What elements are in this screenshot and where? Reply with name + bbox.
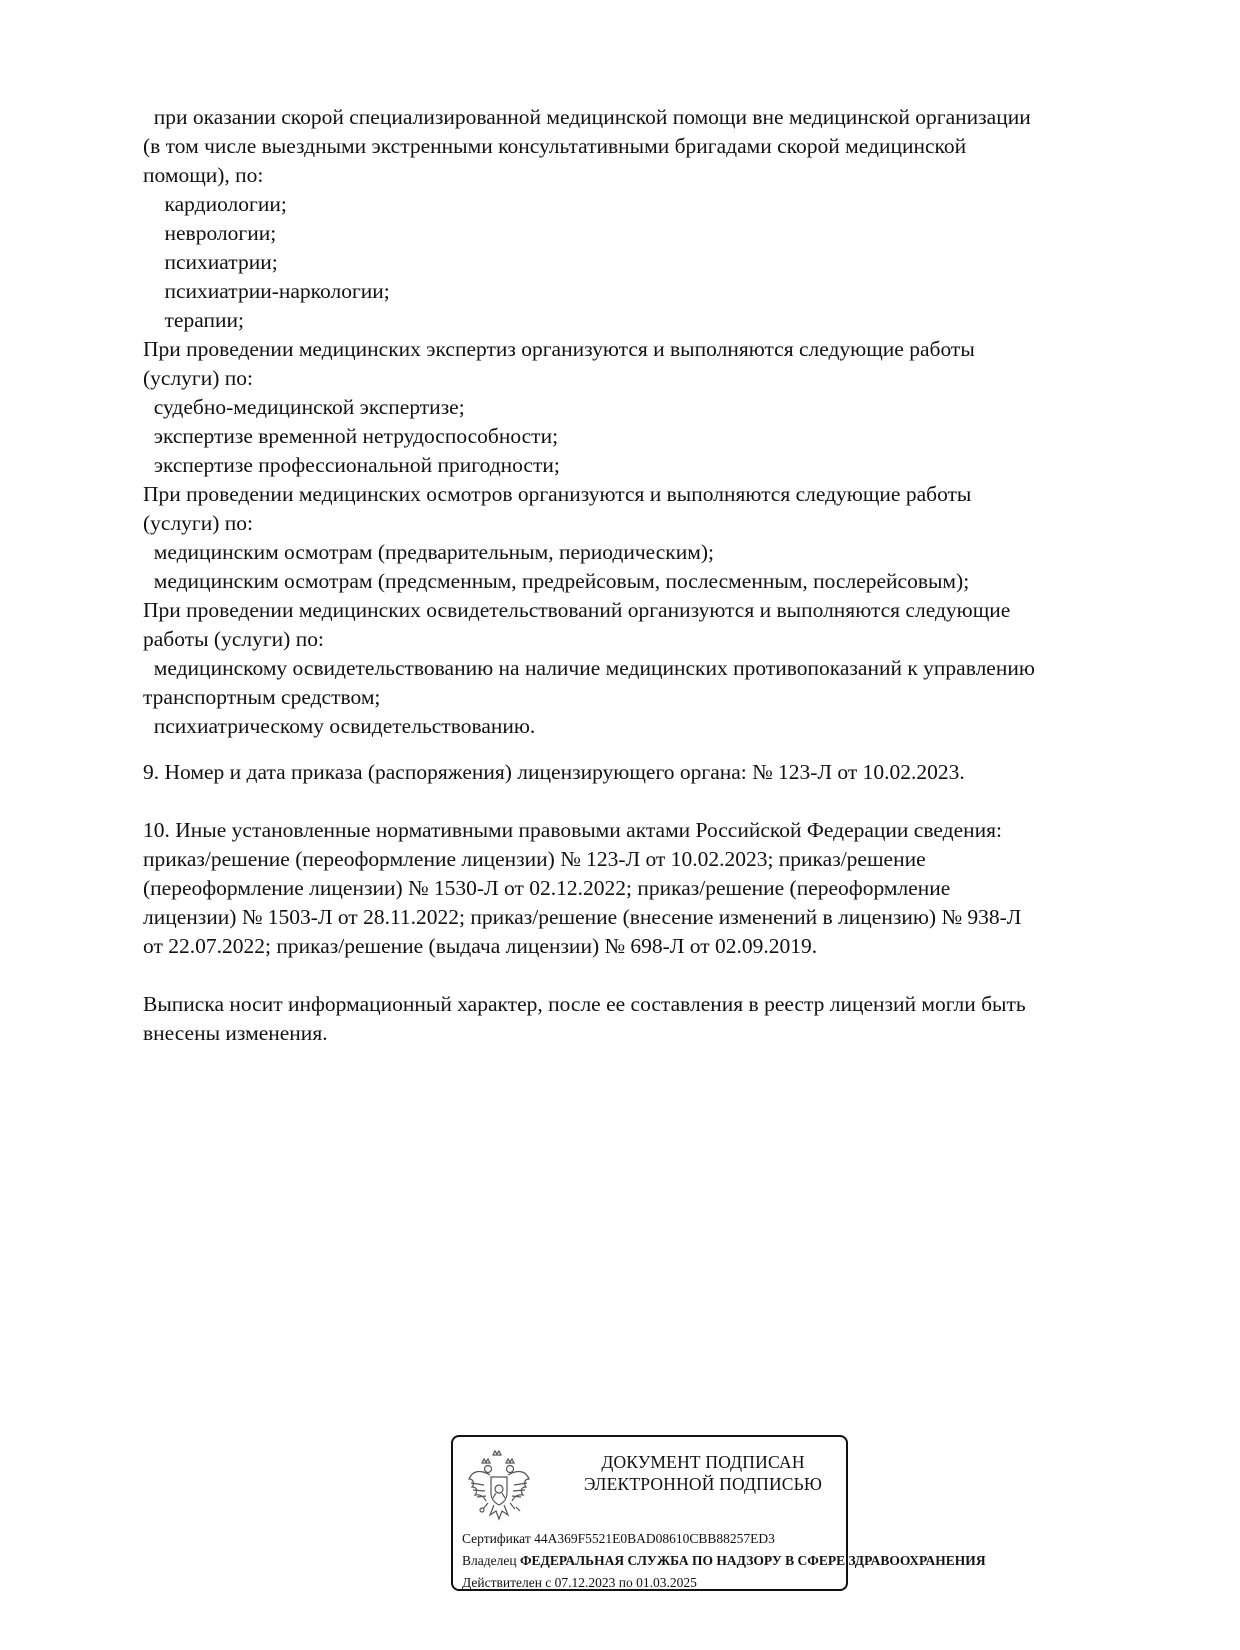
text-line: (услуги) по: [143,366,254,390]
text-line: (переоформление лицензии) № 1530-Л от 02.12.2022; приказ/решение (переоформление [143,876,951,900]
text-line: кардиологии; [143,192,287,216]
owner-label: Владелец [462,1553,517,1568]
text-line: медицинскому освидетельствованию на наличие медицинских противопоказаний к управлению [143,656,1035,680]
text-line: приказ/решение (переоформление лицензии) № 123-Л от 10.02.2023; приказ/решение [143,847,926,871]
text-line: экспертизе временной нетрудоспособности; [143,424,559,448]
owner-row [462,1553,986,1569]
certificate-value: 44A369F5521E0BAD08610CBB88257ED3 [534,1531,775,1546]
owner-value: ФЕДЕРАЛЬНАЯ СЛУЖБА ПО НАДЗОРУ В СФЕРЕ ЗДРАВООХРАНЕНИЯ [519,1553,986,1568]
text-line: (услуги) по: [143,511,254,535]
text-line: лицензии) № 1503-Л от 28.11.2022; приказ/решение (внесение изменений в лицензию) № 938-Л [143,905,1022,929]
russian-coat-of-arms-icon [466,1449,532,1525]
text-line: транспортным средством; [143,685,381,709]
validity-row [462,1575,697,1591]
text-line: помощи), по: [143,163,264,187]
validity-from: 07.12.2023 [554,1575,616,1590]
text-line: внесены изменения. [143,1021,328,1045]
validity-to-label: по [618,1575,633,1590]
text-line: Выписка носит информационный характер, после ее составления в реестр лицензий могли быть [143,992,1026,1016]
text-line: медицинским осмотрам (предсменным, предрейсовым, послесменным, послерейсовым); [143,569,970,593]
text-line: от 22.07.2022; приказ/решение (выдача лицензии) № 698-Л от 02.09.2019. [143,934,818,958]
text-line: 10. Иные установленные нормативными правовыми актами Российской Федерации сведения: [143,818,1002,842]
text-line: психиатрии; [143,250,278,274]
text-line: психиатрии-наркологии; [143,279,390,303]
text-line: При проведении медицинских освидетельствований организуются и выполняются следующие [143,598,1011,622]
text-line: работы (услуги) по: [143,627,324,651]
text-line: При проведении медицинских экспертиз организуются и выполняются следующие работы [143,337,975,361]
text-line: психиатрическому освидетельствованию. [143,714,536,738]
text-line: 9. Номер и дата приказа (распоряжения) лицензирующего органа: № 123-Л от 10.02.2023. [143,760,965,784]
electronic-signature-stamp [451,1435,986,1591]
validity-label: Действителен с [462,1575,552,1590]
certificate-row [462,1531,775,1547]
text-line: при оказании скорой специализированной медицинской помощи вне медицинской организации [143,105,1031,129]
certificate-label: Сертификат [462,1531,531,1546]
validity-to: 01.03.2025 [636,1575,697,1590]
stamp-title-line-1: ДОКУМЕНТ ПОДПИСАН [601,1452,805,1472]
text-line: (в том числе выездными экстренными консультативными бригадами скорой медицинской [143,134,967,158]
text-line: медицинским осмотрам (предварительным, периодическим); [143,540,714,564]
text-line: терапии; [143,308,244,332]
text-line: неврологии; [143,221,277,245]
text-line: При проведении медицинских осмотров организуются и выполняются следующие работы [143,482,972,506]
stamp-title-line-2: ЭЛЕКТРОННОЙ ПОДПИСЬЮ [583,1474,823,1494]
text-line: экспертизе профессиональной пригодности; [143,453,560,477]
text-line: судебно-медицинской экспертизе; [143,395,465,419]
